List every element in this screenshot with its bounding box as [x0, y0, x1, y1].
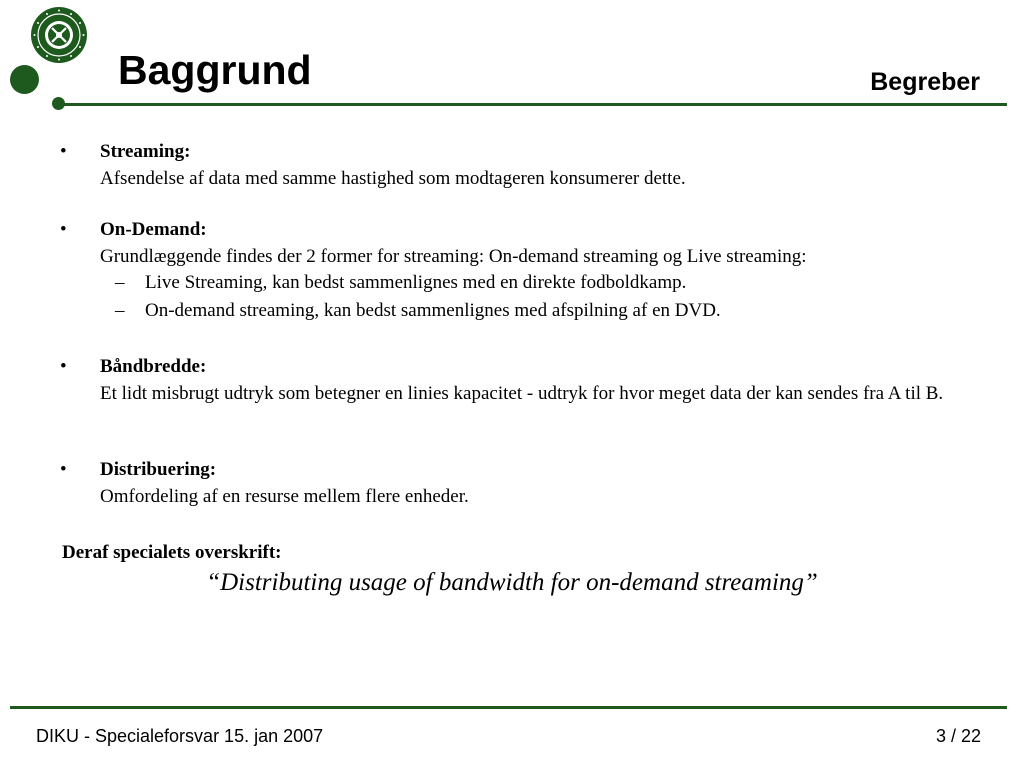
bullet-term: Distribuering: [100, 459, 217, 480]
dash-icon: – [115, 300, 125, 321]
sub-item-text: On-demand streaming, kan bedst sammenlignes med afspilning af en DVD. [145, 300, 721, 321]
header-divider [62, 103, 1007, 106]
bullet-icon: • [60, 459, 67, 480]
bullet-icon: • [60, 141, 67, 162]
bullet-icon: • [60, 356, 67, 377]
bullet-term: Båndbredde: [100, 356, 207, 377]
section-subtitle: Begreber [870, 68, 980, 96]
bullet-term: Streaming: [100, 141, 191, 162]
bullet-icon: • [60, 219, 67, 240]
page-number: 3 / 22 [935, 726, 981, 746]
footer-text: DIKU - Specialeforsvar 15. jan 2007 [36, 726, 324, 746]
decorative-dot-large [10, 65, 39, 94]
bullet-term: On-Demand: [100, 219, 207, 240]
dash-icon: – [115, 272, 125, 293]
sub-item-text: Live Streaming, kan bedst sammenlignes med en direkte fodboldkamp. [145, 272, 687, 293]
page-title: Baggrund [118, 47, 312, 93]
thesis-title-quote: “Distributing usage of bandwidth for on-demand streaming” [206, 569, 818, 596]
bullet-description: Omfordeling af en resurse mellem flere enheder. [100, 486, 469, 507]
bullet-description: Afsendelse af data med samme hastighed som modtageren konsumerer dette. [100, 168, 686, 189]
conclusion-label: Deraf specialets overskrift: [62, 542, 282, 563]
bullet-description: Et lidt misbrugt udtryk som betegner en linies kapacitet - udtryk for hvor meget data der kan sendes fra A til B. [100, 383, 944, 404]
university-seal-icon [30, 6, 88, 64]
footer-divider [10, 706, 1007, 709]
bullet-description: Grundlæggende findes der 2 former for streaming: On-demand streaming og Live streaming: [100, 246, 807, 267]
